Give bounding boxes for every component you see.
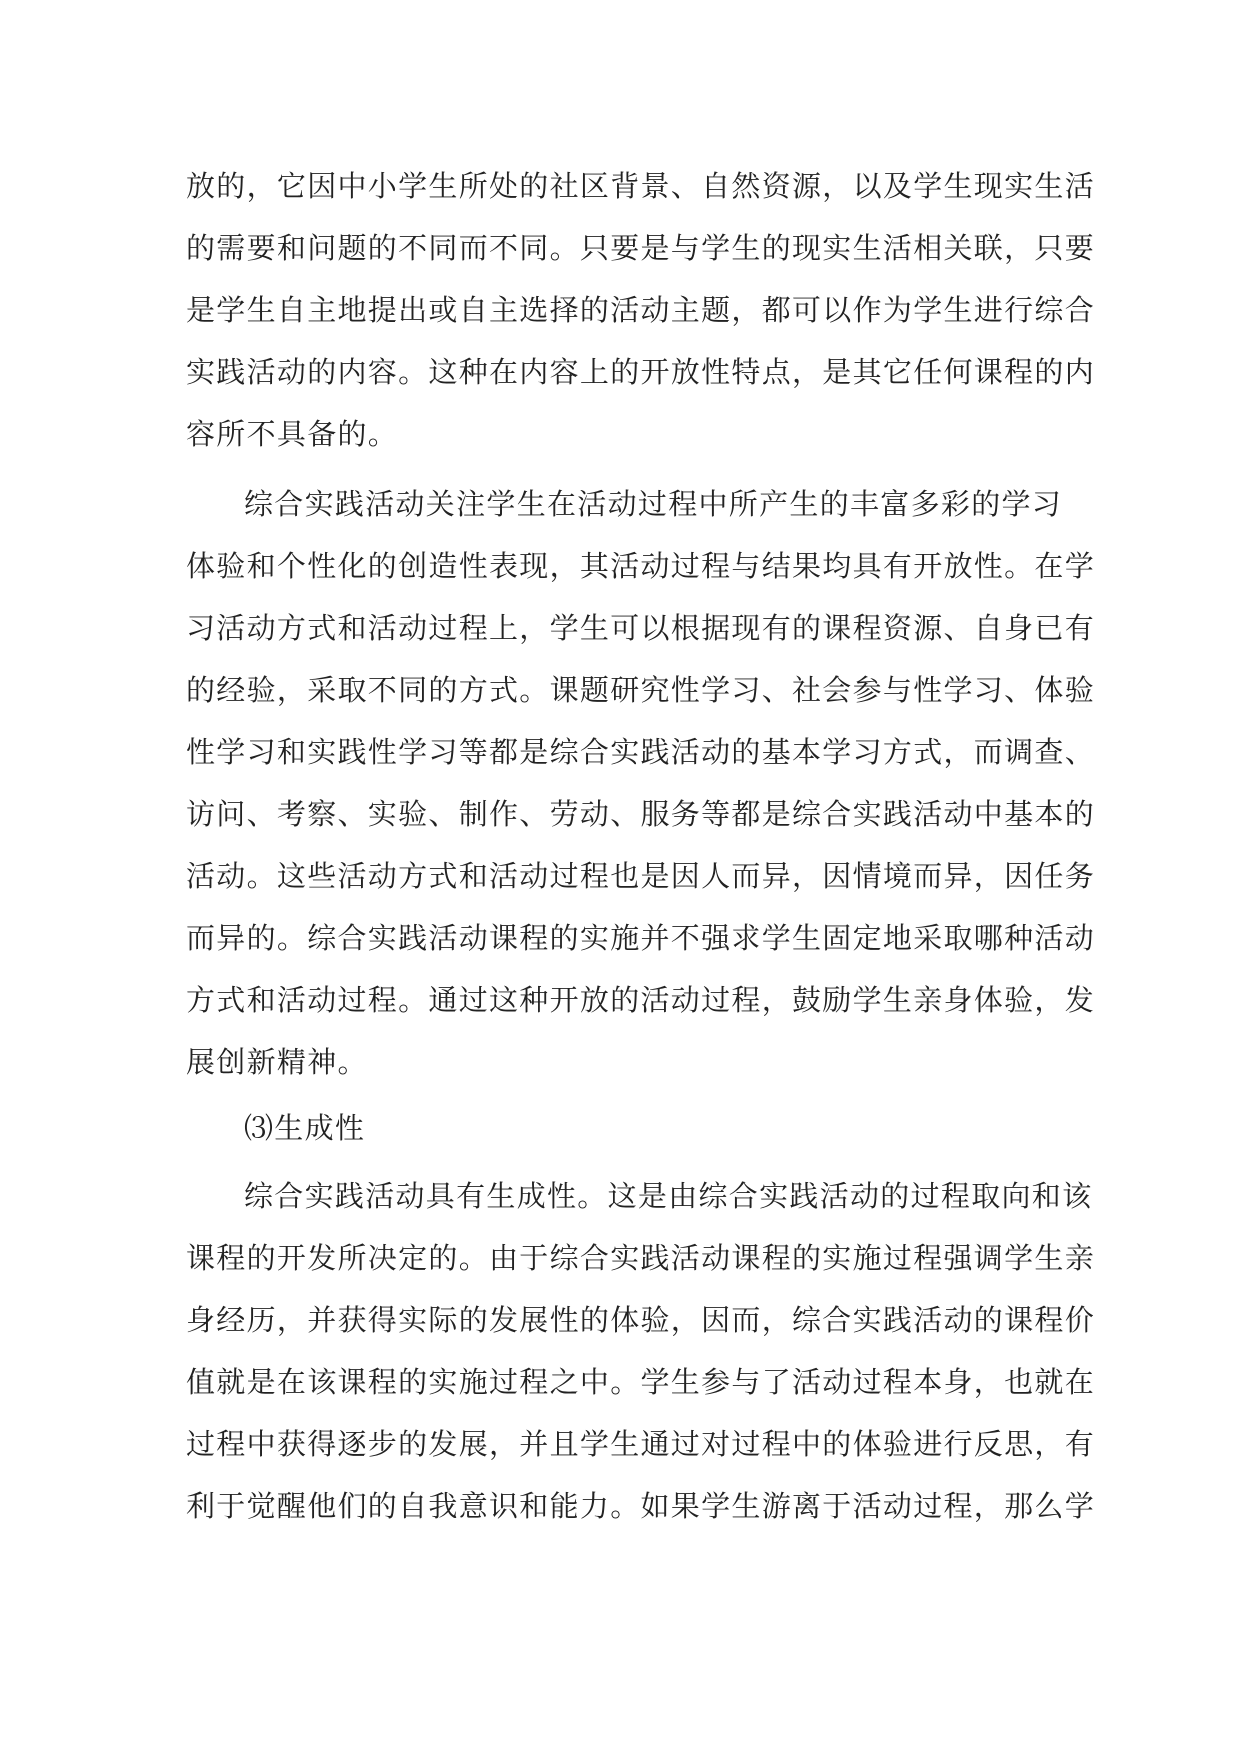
text-line: 展创新精神。 [186,1045,368,1079]
text-line: 访问、考察、实验、制作、劳动、服务等都是综合实践活动中基本的 [186,797,1096,831]
text-line: 的经验，采取不同的方式。课题研究性学习、社会参与性学习、体验 [186,673,1096,707]
text-line: 活动。这些活动方式和活动过程也是因人而异，因情境而异，因任务 [186,859,1096,893]
text-line: 放的，它因中小学生所处的社区背景、自然资源，以及学生现实生活 [186,169,1096,203]
paragraph-first-line: 综合实践活动具有生成性。这是由综合实践活动的过程取向和该 [244,1179,1093,1213]
text-line: 而异的。综合实践活动课程的实施并不强求学生固定地采取哪种活动 [186,921,1096,955]
text-line: 容所不具备的。 [186,417,399,451]
text-line: 过程中获得逐步的发展，并且学生通过对过程中的体验进行反思，有 [186,1427,1096,1461]
text-line: 实践活动的内容。这种在内容上的开放性特点，是其它任何课程的内 [186,355,1096,389]
text-line: 体验和个性化的创造性表现，其活动过程与结果均具有开放性。在学 [186,549,1096,583]
text-line: 课程的开发所决定的。由于综合实践活动课程的实施过程强调学生亲 [186,1241,1096,1275]
section-heading: ⑶生成性 [244,1111,366,1145]
text-line: 的需要和问题的不同而不同。只要是与学生的现实生活相关联，只要 [186,231,1096,265]
text-line: 身经历，并获得实际的发展性的体验，因而，综合实践活动的课程价 [186,1303,1096,1337]
text-line: 值就是在该课程的实施过程之中。学生参与了活动过程本身，也就在 [186,1365,1096,1399]
text-line: 方式和活动过程。通过这种开放的活动过程，鼓励学生亲身体验，发 [186,983,1096,1017]
text-line: 是学生自主地提出或自主选择的活动主题，都可以作为学生进行综合 [186,293,1096,327]
text-line: 习活动方式和活动过程上，学生可以根据现有的课程资源、自身已有 [186,611,1096,645]
text-line: 性学习和实践性学习等都是综合实践活动的基本学习方式，而调查、 [186,735,1096,769]
paragraph-first-line: 综合实践活动关注学生在活动过程中所产生的丰富多彩的学习 [244,487,1063,521]
text-line: 利于觉醒他们的自我意识和能力。如果学生游离于活动过程，那么学 [186,1489,1096,1523]
